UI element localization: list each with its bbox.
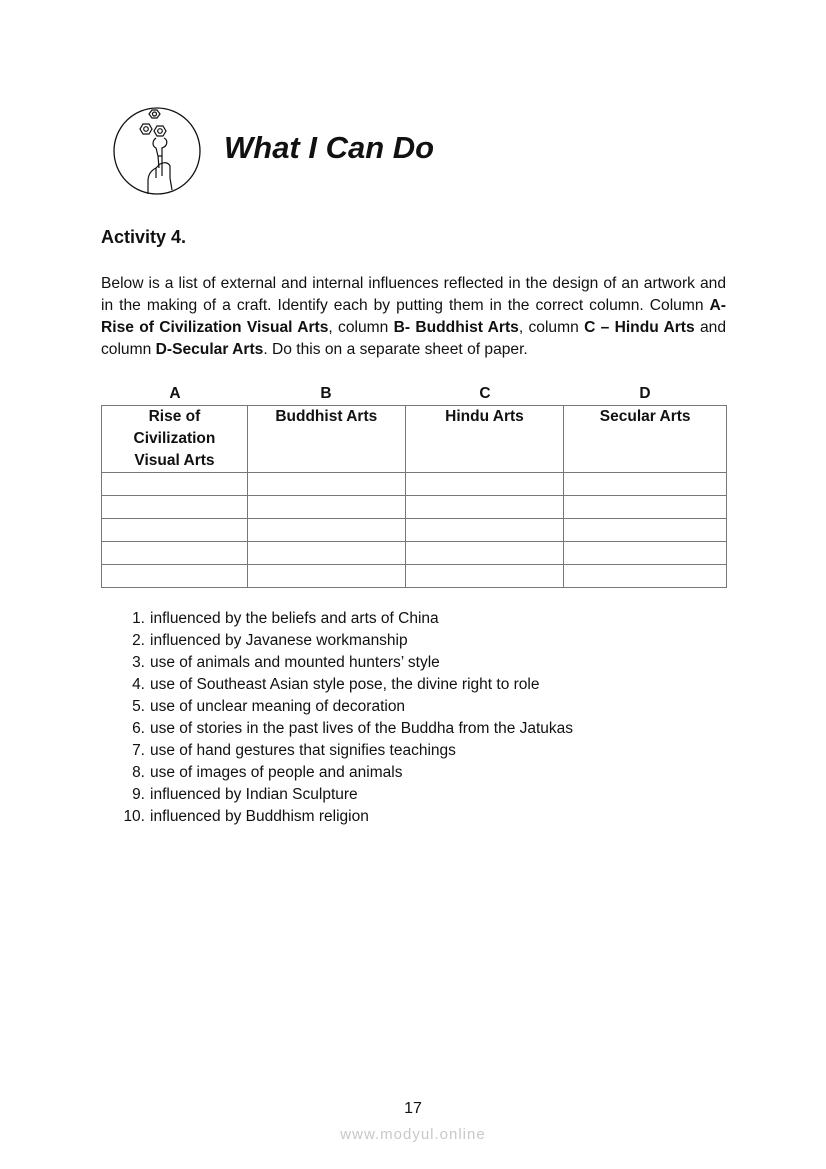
list-item	[101, 784, 573, 806]
answer-cell[interactable]	[102, 519, 248, 542]
header-b: Buddhist Arts	[247, 406, 405, 473]
answer-table	[101, 405, 727, 588]
header-a: Rise of Civilization Visual Arts	[102, 406, 248, 473]
answer-cell[interactable]	[564, 519, 727, 542]
text-segment: . Do this on a separate sheet of paper.	[263, 341, 528, 358]
bold-text: D-Secular Arts	[155, 341, 264, 358]
item-number: 10.	[123, 808, 145, 825]
answer-cell[interactable]	[247, 519, 405, 542]
item-text: use of hand gestures that signifies teachings	[150, 742, 456, 759]
table-row	[102, 542, 727, 565]
answer-cell[interactable]	[564, 496, 727, 519]
item-text: use of images of people and animals	[150, 764, 403, 781]
list-item	[101, 652, 573, 674]
answer-cell[interactable]	[405, 519, 564, 542]
header-c: Hindu Arts	[405, 406, 564, 473]
column-letter-a: A	[169, 385, 181, 402]
list-item	[101, 806, 573, 828]
answer-cell[interactable]	[564, 473, 727, 496]
answer-cell[interactable]	[405, 542, 564, 565]
answer-cell[interactable]	[247, 565, 405, 588]
answer-cell[interactable]	[102, 565, 248, 588]
answer-cell[interactable]	[564, 565, 727, 588]
answer-cell[interactable]	[102, 542, 248, 565]
item-number: 7.	[132, 742, 145, 759]
bold-text: A-Rise of Civilization Visual Arts	[101, 297, 726, 336]
item-number: 9.	[132, 786, 145, 803]
list-item	[101, 674, 573, 696]
text-segment: Below is a list of external and internal influences reflected in the design of an artwork and in the making of a craft. Identify each by putting them in the correct column. Column	[101, 275, 726, 314]
item-text: influenced by Indian Sculpture	[150, 786, 358, 803]
item-number: 2.	[132, 632, 145, 649]
column-letter-c: C	[479, 385, 491, 402]
answer-cell[interactable]	[247, 496, 405, 519]
item-text: influenced by Javanese workmanship	[150, 632, 408, 649]
answer-cell[interactable]	[405, 565, 564, 588]
header-d: Secular Arts	[564, 406, 727, 473]
answer-cell[interactable]	[564, 542, 727, 565]
text-segment: , column	[518, 319, 585, 336]
page-title: What I Can Do	[224, 130, 435, 165]
item-number: 1.	[132, 610, 145, 627]
hand-wrench-nuts-icon	[112, 106, 202, 196]
instructions-paragraph	[101, 273, 726, 361]
list-item	[101, 718, 573, 740]
table-row	[102, 565, 727, 588]
item-number: 3.	[132, 654, 145, 671]
list-item	[101, 696, 573, 718]
item-number: 6.	[132, 720, 145, 737]
list-item	[101, 740, 573, 762]
bold-text: C – Hindu Arts	[584, 319, 695, 336]
text-segment: and column	[101, 319, 726, 358]
item-text: influenced by Buddhism religion	[150, 808, 369, 825]
item-text: use of Southeast Asian style pose, the divine right to role	[150, 676, 540, 693]
column-letter-d: D	[639, 385, 651, 402]
list-item	[101, 630, 573, 652]
influence-list	[101, 608, 573, 828]
answer-cell[interactable]	[247, 473, 405, 496]
column-letter-b: B	[320, 385, 332, 402]
answer-cell[interactable]	[405, 473, 564, 496]
item-text: use of unclear meaning of decoration	[150, 698, 406, 715]
page-number: 17	[404, 1100, 422, 1117]
list-item	[101, 608, 573, 630]
answer-cell[interactable]	[405, 496, 564, 519]
item-text: influenced by the beliefs and arts of China	[150, 610, 439, 627]
item-text: use of animals and mounted hunters’ style	[150, 654, 440, 671]
answer-cell[interactable]	[247, 542, 405, 565]
answer-cell[interactable]	[102, 496, 248, 519]
item-number: 8.	[132, 764, 145, 781]
table-row	[102, 519, 727, 542]
item-text: use of stories in the past lives of the Buddha from the Jatukas	[150, 720, 574, 737]
watermark: www.modyul.online	[340, 1126, 486, 1143]
list-item	[101, 762, 573, 784]
text-segment: , column	[328, 319, 394, 336]
table-header-row	[102, 406, 727, 473]
item-number: 4.	[132, 676, 145, 693]
activity-heading: Activity 4.	[101, 227, 187, 247]
table-row	[102, 496, 727, 519]
item-number: 5.	[132, 698, 145, 715]
answer-cell[interactable]	[102, 473, 248, 496]
bold-text: B- Buddhist Arts	[393, 319, 519, 336]
table-row	[102, 473, 727, 496]
